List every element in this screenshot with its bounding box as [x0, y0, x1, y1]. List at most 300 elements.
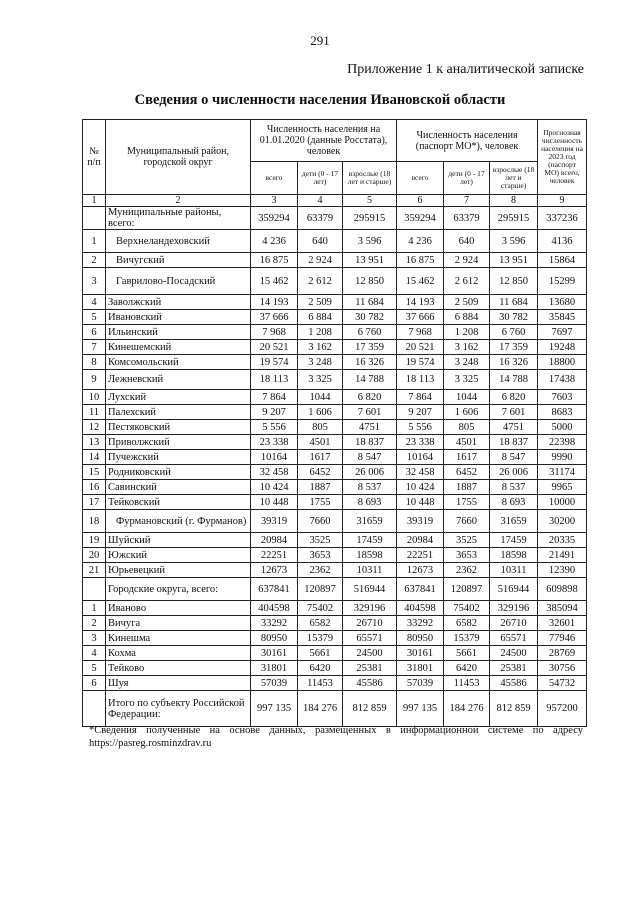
row-number: 7 — [83, 340, 106, 355]
row-number: 6 — [83, 676, 106, 691]
population-value: 28769 — [538, 646, 587, 661]
population-value: 2362 — [444, 563, 490, 578]
row-number: 5 — [83, 310, 106, 325]
population-value: 7 601 — [490, 405, 538, 420]
population-value: 24500 — [490, 646, 538, 661]
population-value: 6 760 — [343, 325, 397, 340]
population-value: 329196 — [343, 601, 397, 616]
table-row — [83, 253, 587, 268]
population-value: 80950 — [397, 631, 444, 646]
population-value: 184 276 — [298, 691, 343, 727]
population-value: 10311 — [343, 563, 397, 578]
population-value: 997 135 — [251, 691, 298, 727]
population-value: 3 248 — [444, 355, 490, 370]
population-value: 337236 — [538, 207, 587, 230]
column-number: 9 — [538, 195, 587, 207]
header-rosstat: Численность населения на 01.01.2020 (данные Росстата), человек — [251, 120, 397, 162]
population-value: 37 666 — [397, 310, 444, 325]
municipality-name: Кинешемский — [106, 340, 251, 355]
population-value: 45586 — [490, 676, 538, 691]
row-number: 8 — [83, 355, 106, 370]
municipality-name: Шуя — [106, 676, 251, 691]
column-number: 2 — [106, 195, 251, 207]
population-value: 32 458 — [251, 465, 298, 480]
row-number: 3 — [83, 631, 106, 646]
population-value: 54732 — [538, 676, 587, 691]
population-value: 10311 — [490, 563, 538, 578]
population-value: 805 — [444, 420, 490, 435]
municipality-name: Родниковский — [106, 465, 251, 480]
population-value: 20 521 — [397, 340, 444, 355]
municipality-name: Тейковский — [106, 495, 251, 510]
table-row — [83, 578, 587, 601]
population-value: 14 193 — [251, 295, 298, 310]
population-value: 295915 — [343, 207, 397, 230]
population-value: 11453 — [444, 676, 490, 691]
municipality-name: Южский — [106, 548, 251, 563]
population-value: 637841 — [251, 578, 298, 601]
population-value: 18 113 — [397, 370, 444, 390]
population-value: 24500 — [343, 646, 397, 661]
population-value: 63379 — [298, 207, 343, 230]
population-value: 11 684 — [490, 295, 538, 310]
population-value: 6 760 — [490, 325, 538, 340]
population-value: 7660 — [444, 510, 490, 533]
population-value: 1 208 — [298, 325, 343, 340]
population-value: 812 859 — [343, 691, 397, 727]
population-value: 17438 — [538, 370, 587, 390]
row-number: 4 — [83, 295, 106, 310]
population-value: 75402 — [444, 601, 490, 616]
population-value: 1887 — [444, 480, 490, 495]
population-value: 6420 — [298, 661, 343, 676]
population-value: 30 782 — [343, 310, 397, 325]
table-row — [83, 390, 587, 405]
table-row — [83, 495, 587, 510]
population-value: 5661 — [298, 646, 343, 661]
population-value: 26710 — [490, 616, 538, 631]
population-value: 26710 — [343, 616, 397, 631]
column-number: 8 — [490, 195, 538, 207]
population-value: 30200 — [538, 510, 587, 533]
population-value: 5 556 — [251, 420, 298, 435]
population-value: 32 458 — [397, 465, 444, 480]
population-value: 57039 — [251, 676, 298, 691]
population-value: 30161 — [397, 646, 444, 661]
population-value: 3 248 — [298, 355, 343, 370]
population-value: 12673 — [397, 563, 444, 578]
table-row — [83, 420, 587, 435]
document-title: Сведения о численности населения Ивановской области — [134, 92, 506, 108]
population-value: 18 837 — [490, 435, 538, 450]
population-value: 17 359 — [343, 340, 397, 355]
population-value: 10164 — [397, 450, 444, 465]
population-value: 33292 — [251, 616, 298, 631]
municipality-name: Комсомольский — [106, 355, 251, 370]
population-value: 1 606 — [444, 405, 490, 420]
population-value: 6582 — [298, 616, 343, 631]
population-value: 8 537 — [343, 480, 397, 495]
population-value: 16 875 — [397, 253, 444, 268]
header-total: всего — [397, 162, 444, 195]
table-row — [83, 207, 587, 230]
population-value: 31174 — [538, 465, 587, 480]
population-value: 8 547 — [490, 450, 538, 465]
population-value: 33292 — [397, 616, 444, 631]
page-number: 291 — [310, 33, 330, 48]
municipality-name: Савинский — [106, 480, 251, 495]
population-value: 11 684 — [343, 295, 397, 310]
population-value: 26 006 — [490, 465, 538, 480]
row-number — [83, 578, 106, 601]
table-row — [83, 230, 587, 253]
population-value: 25381 — [343, 661, 397, 676]
population-value: 22251 — [397, 548, 444, 563]
population-value: 12390 — [538, 563, 587, 578]
header-adults: взрослые (18 лет и старше) — [490, 162, 538, 195]
population-value: 13 951 — [490, 253, 538, 268]
appendix-label: Приложение 1 к аналитической записке — [347, 62, 584, 77]
population-value: 9 207 — [251, 405, 298, 420]
population-value: 16 326 — [343, 355, 397, 370]
column-number-row — [83, 195, 587, 207]
population-value: 30 782 — [490, 310, 538, 325]
population-value: 7 601 — [343, 405, 397, 420]
municipality-name: Шуйский — [106, 533, 251, 548]
municipality-name: Тейково — [106, 661, 251, 676]
population-value: 1044 — [298, 390, 343, 405]
population-value: 13680 — [538, 295, 587, 310]
population-value: 20984 — [251, 533, 298, 548]
row-number: 11 — [83, 405, 106, 420]
population-value: 4751 — [343, 420, 397, 435]
municipality-name: Итого по субъекту Российской Федерации: — [106, 691, 251, 727]
table-row — [83, 465, 587, 480]
population-value: 32601 — [538, 616, 587, 631]
table-row — [83, 268, 587, 295]
table-row — [83, 435, 587, 450]
population-value: 10 448 — [251, 495, 298, 510]
population-value: 516944 — [343, 578, 397, 601]
population-value: 39319 — [397, 510, 444, 533]
population-value: 21491 — [538, 548, 587, 563]
population-value: 184 276 — [444, 691, 490, 727]
municipality-name: Лухский — [106, 390, 251, 405]
population-value: 12673 — [251, 563, 298, 578]
population-value: 4136 — [538, 230, 587, 253]
population-value: 20 521 — [251, 340, 298, 355]
population-value: 3 325 — [444, 370, 490, 390]
population-value: 15299 — [538, 268, 587, 295]
population-value: 18598 — [343, 548, 397, 563]
population-value: 31659 — [490, 510, 538, 533]
population-value: 120897 — [298, 578, 343, 601]
header-passport: Численность населения (паспорт МО*), человек — [397, 120, 538, 162]
population-value: 4 236 — [251, 230, 298, 253]
population-value: 22251 — [251, 548, 298, 563]
municipality-name: Кинешма — [106, 631, 251, 646]
municipality-name: Лежневский — [106, 370, 251, 390]
population-value: 2 509 — [444, 295, 490, 310]
municipality-name: Вичугский — [106, 253, 251, 268]
population-value: 12 850 — [343, 268, 397, 295]
population-value: 637841 — [397, 578, 444, 601]
row-number: 17 — [83, 495, 106, 510]
row-number: 9 — [83, 370, 106, 390]
population-value: 10 448 — [397, 495, 444, 510]
row-number: 12 — [83, 420, 106, 435]
population-value: 6 884 — [444, 310, 490, 325]
municipality-name: Приволжский — [106, 435, 251, 450]
population-value: 4 236 — [397, 230, 444, 253]
population-value: 805 — [298, 420, 343, 435]
population-value: 295915 — [490, 207, 538, 230]
population-value: 6420 — [444, 661, 490, 676]
population-value: 7660 — [298, 510, 343, 533]
population-value: 9990 — [538, 450, 587, 465]
header-children: дети (0 - 17 лет) — [298, 162, 343, 195]
population-value: 7603 — [538, 390, 587, 405]
population-value: 17459 — [490, 533, 538, 548]
municipality-name: Муниципальные районы, всего: — [106, 207, 251, 230]
row-number: 16 — [83, 480, 106, 495]
population-value: 1887 — [298, 480, 343, 495]
population-value: 15379 — [444, 631, 490, 646]
table-row — [83, 601, 587, 616]
table-row — [83, 631, 587, 646]
population-value: 11453 — [298, 676, 343, 691]
population-value: 385094 — [538, 601, 587, 616]
population-value: 5661 — [444, 646, 490, 661]
population-value: 30161 — [251, 646, 298, 661]
column-number: 4 — [298, 195, 343, 207]
row-number: 10 — [83, 390, 106, 405]
population-value: 1755 — [298, 495, 343, 510]
population-value: 10 424 — [251, 480, 298, 495]
population-value: 2 612 — [298, 268, 343, 295]
population-value: 23 338 — [397, 435, 444, 450]
header-forecast-2023: Прогнозная численность населения на 2023 год (паспорт МО) всего, человек — [538, 120, 587, 195]
population-value: 20335 — [538, 533, 587, 548]
table-row — [83, 533, 587, 548]
table-row — [83, 370, 587, 390]
population-value: 57039 — [397, 676, 444, 691]
population-value: 3525 — [444, 533, 490, 548]
header-total: всего — [251, 162, 298, 195]
municipality-name: Фурмановский (г. Фурманов) — [106, 510, 251, 533]
header-num: № п/п — [83, 120, 106, 195]
table-row — [83, 405, 587, 420]
population-value: 63379 — [444, 207, 490, 230]
population-value: 31801 — [397, 661, 444, 676]
population-value: 1044 — [444, 390, 490, 405]
header-municipality: Муниципальный район, городской округ — [106, 120, 251, 195]
row-number — [83, 207, 106, 230]
table-row — [83, 616, 587, 631]
table-row — [83, 355, 587, 370]
population-value: 15 462 — [251, 268, 298, 295]
table-row — [83, 510, 587, 533]
column-number: 3 — [251, 195, 298, 207]
population-value: 2 612 — [444, 268, 490, 295]
footnote: *Сведения полученные на основе данных, размещённых в информационной системе по адресу https://pasreg.rosminzdrav.ru — [89, 725, 583, 749]
population-value: 8 693 — [490, 495, 538, 510]
table-row — [83, 450, 587, 465]
population-value: 25381 — [490, 661, 538, 676]
row-number — [83, 691, 106, 727]
population-value: 16 875 — [251, 253, 298, 268]
population-value: 75402 — [298, 601, 343, 616]
population-value: 10 424 — [397, 480, 444, 495]
population-value: 7697 — [538, 325, 587, 340]
population-value: 8683 — [538, 405, 587, 420]
population-value: 19 574 — [397, 355, 444, 370]
header-children: дети (0 - 17 лет) — [444, 162, 490, 195]
population-value: 39319 — [251, 510, 298, 533]
row-number: 5 — [83, 661, 106, 676]
municipality-name: Иваново — [106, 601, 251, 616]
row-number: 15 — [83, 465, 106, 480]
population-value: 18800 — [538, 355, 587, 370]
population-value: 3 596 — [343, 230, 397, 253]
population-value: 10164 — [251, 450, 298, 465]
row-number: 3 — [83, 268, 106, 295]
population-value: 6 820 — [490, 390, 538, 405]
table-row — [83, 325, 587, 340]
population-value: 957200 — [538, 691, 587, 727]
row-number: 1 — [83, 230, 106, 253]
population-value: 3653 — [298, 548, 343, 563]
municipality-name: Заволжский — [106, 295, 251, 310]
population-value: 3 162 — [444, 340, 490, 355]
row-number: 18 — [83, 510, 106, 533]
population-value: 3 162 — [298, 340, 343, 355]
population-value: 17459 — [343, 533, 397, 548]
population-value: 23 338 — [251, 435, 298, 450]
population-value: 1755 — [444, 495, 490, 510]
table-row — [83, 480, 587, 495]
population-value: 8 693 — [343, 495, 397, 510]
population-value: 404598 — [251, 601, 298, 616]
population-value: 3653 — [444, 548, 490, 563]
population-value: 65571 — [343, 631, 397, 646]
population-value: 20984 — [397, 533, 444, 548]
population-value: 6452 — [298, 465, 343, 480]
population-value: 2 509 — [298, 295, 343, 310]
table-row — [83, 661, 587, 676]
population-value: 15 462 — [397, 268, 444, 295]
population-value: 404598 — [397, 601, 444, 616]
municipality-name: Палехский — [106, 405, 251, 420]
population-value: 3 325 — [298, 370, 343, 390]
population-value: 65571 — [490, 631, 538, 646]
table-row — [83, 310, 587, 325]
municipality-name: Городские округа, всего: — [106, 578, 251, 601]
municipality-name: Вичуга — [106, 616, 251, 631]
population-value: 7 864 — [397, 390, 444, 405]
population-value: 12 850 — [490, 268, 538, 295]
population-value: 1617 — [444, 450, 490, 465]
population-value: 30756 — [538, 661, 587, 676]
row-number: 20 — [83, 548, 106, 563]
row-number: 14 — [83, 450, 106, 465]
column-number: 5 — [343, 195, 397, 207]
population-value: 19248 — [538, 340, 587, 355]
header-adults: взрослые (18 лет и старше) — [343, 162, 397, 195]
population-value: 18 837 — [343, 435, 397, 450]
population-value: 26 006 — [343, 465, 397, 480]
population-value: 640 — [444, 230, 490, 253]
population-value: 18598 — [490, 548, 538, 563]
population-value: 329196 — [490, 601, 538, 616]
row-number: 1 — [83, 601, 106, 616]
population-value: 8 547 — [343, 450, 397, 465]
population-value: 19 574 — [251, 355, 298, 370]
municipality-name: Ильинский — [106, 325, 251, 340]
column-number: 6 — [397, 195, 444, 207]
population-value: 1 606 — [298, 405, 343, 420]
municipality-name: Верхнеландеховский — [106, 230, 251, 253]
population-value: 120897 — [444, 578, 490, 601]
population-value: 7 968 — [251, 325, 298, 340]
population-value: 6582 — [444, 616, 490, 631]
population-value: 4751 — [490, 420, 538, 435]
municipality-name: Гаврилово-Посадский — [106, 268, 251, 295]
municipality-name: Пучежский — [106, 450, 251, 465]
population-value: 7 968 — [397, 325, 444, 340]
population-value: 45586 — [343, 676, 397, 691]
population-value: 18 113 — [251, 370, 298, 390]
population-value: 4501 — [298, 435, 343, 450]
table-row — [83, 646, 587, 661]
population-value: 31659 — [343, 510, 397, 533]
population-value: 14 193 — [397, 295, 444, 310]
population-value: 6 884 — [298, 310, 343, 325]
population-value: 3525 — [298, 533, 343, 548]
row-number: 19 — [83, 533, 106, 548]
population-value: 516944 — [490, 578, 538, 601]
population-value: 9 207 — [397, 405, 444, 420]
municipality-name: Ивановский — [106, 310, 251, 325]
population-value: 359294 — [251, 207, 298, 230]
population-value: 6452 — [444, 465, 490, 480]
population-value: 14 788 — [343, 370, 397, 390]
population-value: 37 666 — [251, 310, 298, 325]
table-row — [83, 548, 587, 563]
table-row — [83, 676, 587, 691]
population-value: 1 208 — [444, 325, 490, 340]
population-value: 80950 — [251, 631, 298, 646]
row-number: 6 — [83, 325, 106, 340]
population-value: 812 859 — [490, 691, 538, 727]
population-value: 35845 — [538, 310, 587, 325]
population-value: 2 924 — [444, 253, 490, 268]
table-row — [83, 691, 587, 727]
population-value: 22398 — [538, 435, 587, 450]
population-value: 997 135 — [397, 691, 444, 727]
row-number: 4 — [83, 646, 106, 661]
population-value: 5000 — [538, 420, 587, 435]
population-value: 6 820 — [343, 390, 397, 405]
column-number: 1 — [83, 195, 106, 207]
population-value: 5 556 — [397, 420, 444, 435]
population-value: 2 924 — [298, 253, 343, 268]
table-row — [83, 295, 587, 310]
population-value: 3 596 — [490, 230, 538, 253]
row-number: 13 — [83, 435, 106, 450]
population-value: 609898 — [538, 578, 587, 601]
municipality-name: Кохма — [106, 646, 251, 661]
